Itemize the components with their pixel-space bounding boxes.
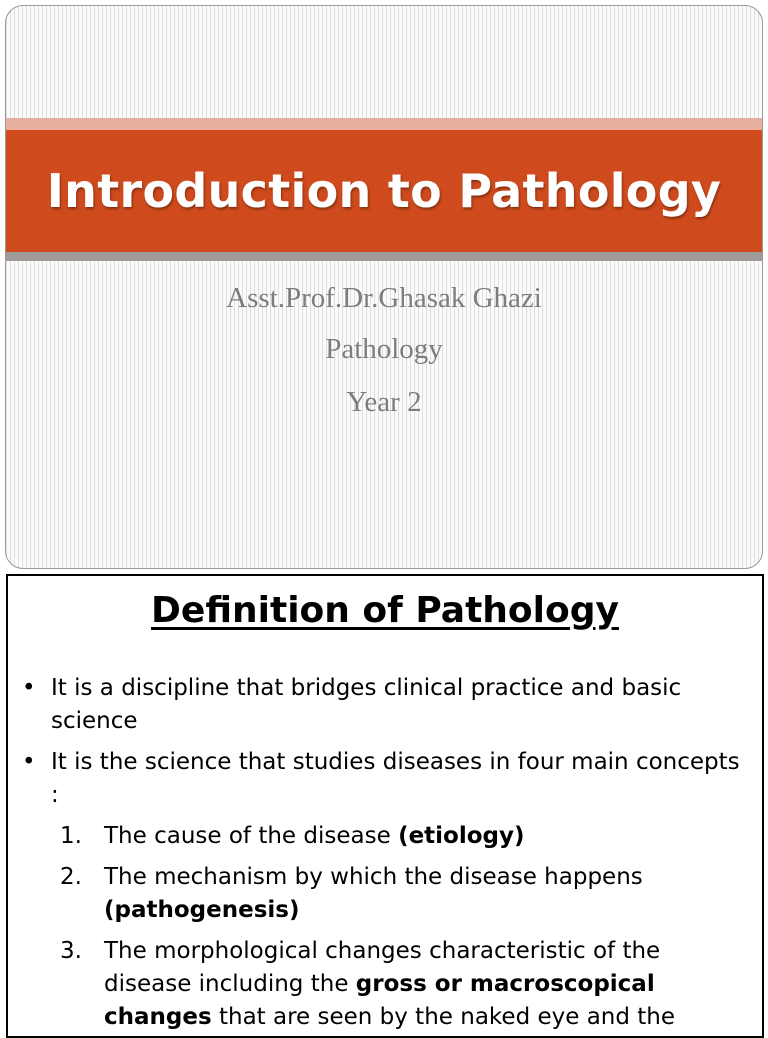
title-band: [6, 130, 762, 252]
item-number: 1.: [60, 823, 82, 849]
item-number: 3.: [60, 938, 82, 964]
bullet-item: [22, 746, 748, 812]
bullet-text: It is the science that studies diseases in four main concepts :: [51, 749, 740, 808]
definition-slide: [6, 574, 764, 1038]
item-text: The mechanism by which the disease happens: [104, 864, 643, 890]
numbered-item: [22, 861, 748, 927]
title-band-bottom-stripe: [6, 252, 762, 261]
bullet-icon: •: [22, 749, 36, 775]
bullet-item: [22, 672, 748, 738]
item-text-after: that are seen by the naked eye and the: [211, 1004, 676, 1030]
item-text: The morphological changes characteristic of the disease including the: [104, 938, 661, 997]
definition-content: [22, 672, 748, 1038]
item-text: The cause of the disease: [104, 823, 399, 849]
item-number: 2.: [60, 864, 82, 890]
definition-title: Definition of Pathology: [151, 590, 619, 631]
bullet-text: It is a discipline that bridges clinical practice and basic science: [51, 675, 682, 734]
bullet-icon: •: [22, 675, 36, 701]
slide-title: Introduction to Pathology: [46, 164, 722, 218]
numbered-item: [22, 820, 748, 853]
title-slide: [5, 5, 763, 569]
item-bold-text: (etiology): [398, 823, 525, 849]
numbered-item: [22, 935, 748, 1034]
author-name: Asst.Prof.Dr.Ghasak Ghazi: [226, 282, 542, 314]
item-bold-text: (pathogenesis): [104, 897, 300, 923]
title-band-top-stripe: [6, 118, 762, 130]
item-bold-text: gross or macroscopical changes: [104, 971, 655, 1030]
year-label: Year 2: [346, 386, 422, 418]
subject-label: Pathology: [325, 333, 443, 365]
